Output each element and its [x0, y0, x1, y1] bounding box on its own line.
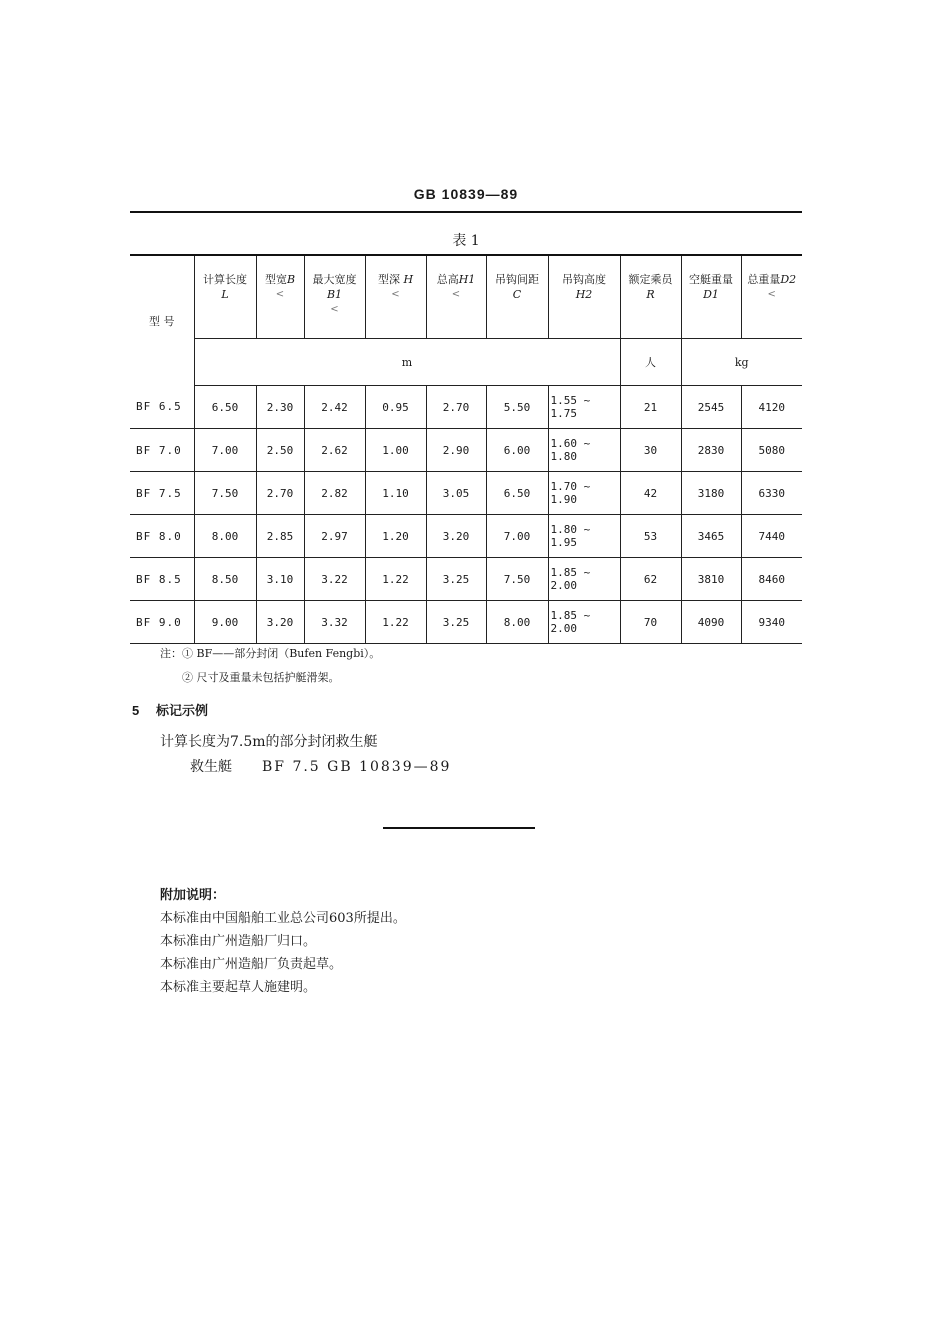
value-cell: 3.22 [304, 558, 365, 601]
value-cell: 7.00 [486, 515, 548, 558]
document-header: GB 10839—89 [413, 186, 519, 202]
column-header-empty-weight [681, 255, 741, 339]
appendix-line: 本标准由广州造船厂归口。 [160, 934, 317, 949]
column-label: 吊钩高度 [562, 273, 606, 286]
value-cell: 2.70 [426, 386, 486, 429]
value-cell: 6.00 [486, 429, 548, 472]
table-caption: 表 1 [452, 233, 480, 249]
model-column-header: 型 号 [130, 255, 194, 386]
value-cell: 9.00 [194, 601, 256, 644]
value-cell: 3.25 [426, 601, 486, 644]
column-header-capacity [620, 255, 681, 339]
model-cell: BF 9.0 [130, 601, 194, 644]
table-row [130, 429, 802, 472]
value-cell: 30 [620, 429, 681, 472]
column-header-depth [365, 255, 426, 339]
column-header-length [194, 255, 256, 339]
column-label: 总重量 [747, 273, 781, 286]
value-cell: 3465 [681, 515, 741, 558]
column-label: 吊钩间距 [495, 273, 539, 286]
value-cell: 2.97 [304, 515, 365, 558]
value-cell: 2.85 [256, 515, 304, 558]
column-limit: < [767, 289, 776, 300]
column-header-beam [256, 255, 304, 339]
value-cell: 8.00 [194, 515, 256, 558]
column-symbol: B1 [326, 288, 343, 301]
appendix-line: 本标准主要起草人施建明。 [160, 980, 317, 995]
value-cell: 0.95 [365, 386, 426, 429]
column-symbol: H [403, 273, 414, 286]
appendix-line: 本标准由广州造船厂负责起草。 [160, 957, 343, 972]
value-cell: 1.00 [365, 429, 426, 472]
column-symbol: B [286, 273, 296, 286]
value-cell: 2.82 [304, 472, 365, 515]
appendix-title: 附加说明： [160, 888, 226, 903]
section-title: 标记示例 [156, 703, 209, 718]
value-cell: 3.20 [426, 515, 486, 558]
marking-example [160, 730, 451, 780]
value-cell: 8460 [741, 558, 802, 601]
value-cell: 1.70 ~ 1.90 [548, 472, 620, 515]
value-cell: 3810 [681, 558, 741, 601]
value-cell: 2.62 [304, 429, 365, 472]
value-cell: 5.50 [486, 386, 548, 429]
column-limit: < [330, 304, 339, 315]
value-cell: 1.22 [365, 601, 426, 644]
example-description: 计算长度为7.5m的部分封闭救生艇 [160, 734, 378, 750]
value-cell: 21 [620, 386, 681, 429]
column-limit: < [275, 289, 285, 300]
column-label: 最大宽度 [312, 273, 357, 286]
value-cell: 7.50 [486, 558, 548, 601]
table-notes [160, 642, 380, 690]
value-cell: 1.60 ~ 1.80 [548, 429, 620, 472]
example-marking [160, 755, 451, 780]
note-1: 注：① BF——部分封闭（Bufen Fengbi）。 [160, 647, 381, 660]
column-label: 型深 [377, 273, 400, 286]
value-cell: 1.22 [365, 558, 426, 601]
value-cell: 8.50 [194, 558, 256, 601]
model-cell: BF 7.5 [130, 472, 194, 515]
lifeboat-spec-table [130, 254, 802, 644]
model-cell: BF 8.5 [130, 558, 194, 601]
column-symbol: H1 [458, 273, 476, 286]
value-cell: 3.05 [426, 472, 486, 515]
value-cell: 70 [620, 601, 681, 644]
value-cell: 7.00 [194, 429, 256, 472]
value-cell: 8.00 [486, 601, 548, 644]
value-cell: 2830 [681, 429, 741, 472]
section-number: 5 [132, 703, 140, 718]
column-symbol: C [512, 288, 522, 301]
appendix [160, 884, 406, 999]
column-symbol: R [646, 288, 655, 301]
value-cell: 53 [620, 515, 681, 558]
unit-persons: 人 [620, 339, 681, 386]
value-cell: 6330 [741, 472, 802, 515]
column-header-total-weight [741, 255, 802, 339]
value-cell: 4090 [681, 601, 741, 644]
note-2: ② 尺寸及重量未包括护艇滑架。 [182, 671, 340, 684]
model-cell: BF 6.5 [130, 386, 194, 429]
value-cell: 2545 [681, 386, 741, 429]
value-cell: 6.50 [486, 472, 548, 515]
column-symbol: H2 [575, 288, 593, 301]
value-cell: 2.70 [256, 472, 304, 515]
value-cell: 3.10 [256, 558, 304, 601]
value-cell: 7440 [741, 515, 802, 558]
header-rule [130, 211, 802, 213]
value-cell: 4120 [741, 386, 802, 429]
column-label: 总高 [436, 273, 459, 286]
value-cell: 3.20 [256, 601, 304, 644]
value-cell: 9340 [741, 601, 802, 644]
value-cell: 2.42 [304, 386, 365, 429]
value-cell: 3.32 [304, 601, 365, 644]
value-cell: 5080 [741, 429, 802, 472]
example-label: 救生艇 [190, 759, 232, 775]
section-divider [383, 827, 535, 829]
column-label: 空艇重量 [689, 273, 733, 286]
column-limit: < [451, 289, 461, 300]
value-cell: 1.85 ~ 2.00 [548, 601, 620, 644]
value-cell: 7.50 [194, 472, 256, 515]
value-cell: 1.80 ~ 1.95 [548, 515, 620, 558]
section-5-heading [132, 700, 208, 719]
unit-mass: kg [681, 339, 802, 386]
model-cell: BF 7.0 [130, 429, 194, 472]
column-symbol: D1 [703, 288, 719, 301]
table-row [130, 515, 802, 558]
value-cell: 2.30 [256, 386, 304, 429]
value-cell: 1.10 [365, 472, 426, 515]
column-header-total-height [426, 255, 486, 339]
column-header-hook-height [548, 255, 620, 339]
column-limit: < [391, 289, 400, 300]
value-cell: 6.50 [194, 386, 256, 429]
value-cell: 1.55 ~ 1.75 [548, 386, 620, 429]
column-header-hook-spacing [486, 255, 548, 339]
model-cell: BF 8.0 [130, 515, 194, 558]
column-symbol: D2 [780, 273, 797, 286]
value-cell: 1.20 [365, 515, 426, 558]
column-label: 型宽 [264, 273, 287, 286]
table-row [130, 472, 802, 515]
value-cell: 62 [620, 558, 681, 601]
table-row [130, 386, 802, 429]
table-row [130, 601, 802, 644]
value-cell: 1.85 ~ 2.00 [548, 558, 620, 601]
column-label: 计算长度 [203, 273, 247, 286]
unit-length: m [194, 339, 620, 386]
example-code: BF 7.5 GB 10839—89 [262, 759, 452, 775]
column-symbol: L [221, 288, 229, 301]
column-header-max-width [304, 255, 365, 339]
column-label: 额定乘员 [628, 273, 673, 286]
value-cell: 2.90 [426, 429, 486, 472]
value-cell: 2.50 [256, 429, 304, 472]
value-cell: 42 [620, 472, 681, 515]
table-row [130, 558, 802, 601]
appendix-line: 本标准由中国船舶工业总公司603所提出。 [160, 911, 406, 926]
value-cell: 3180 [681, 472, 741, 515]
value-cell: 3.25 [426, 558, 486, 601]
